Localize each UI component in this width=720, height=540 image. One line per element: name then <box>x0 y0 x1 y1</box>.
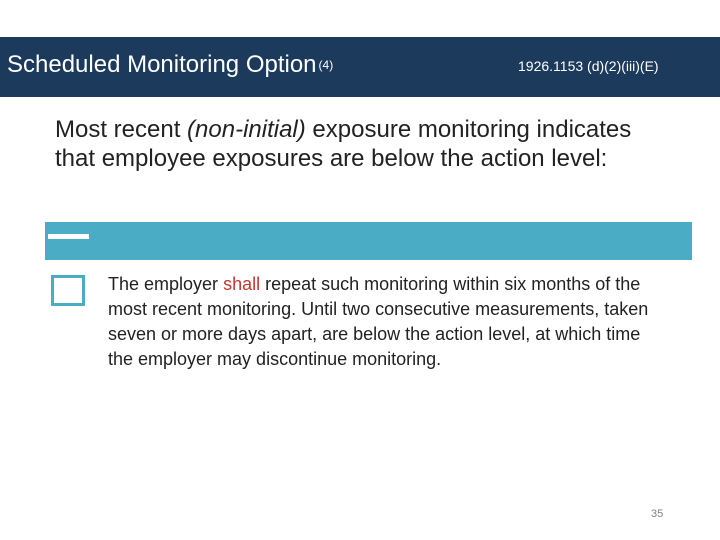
regulation-citation: 1926.1153 (d)(2)(iii)(E) <box>518 58 659 74</box>
lead-text-after: exposure monitoring indicates that employee exposures are below the action level: <box>55 116 632 172</box>
lead-statement <box>55 115 675 173</box>
accent-band <box>45 222 692 260</box>
slide-title <box>7 51 333 79</box>
lead-text-before: Most recent <box>55 116 188 143</box>
slide-title-suffix: (4) <box>318 58 334 72</box>
bullet-highlight-shall: shall <box>223 274 261 294</box>
title-banner <box>0 37 720 97</box>
bullet-text-before: The employer <box>108 274 224 294</box>
bullet-text <box>108 272 653 372</box>
page-number: 35 <box>651 508 664 520</box>
slide-title-text: Scheduled Monitoring Option <box>7 51 317 78</box>
lead-text-italic: (non-initial) <box>187 116 306 143</box>
dash-icon <box>48 234 89 239</box>
bullet-text-after: repeat such monitoring within six months of the most recent monitoring. Until two consecutive measurements, taken seven or more days apart, are below the action level, at which time the employer may discontinue monitoring. <box>108 274 649 369</box>
checkbox-icon <box>51 275 85 306</box>
